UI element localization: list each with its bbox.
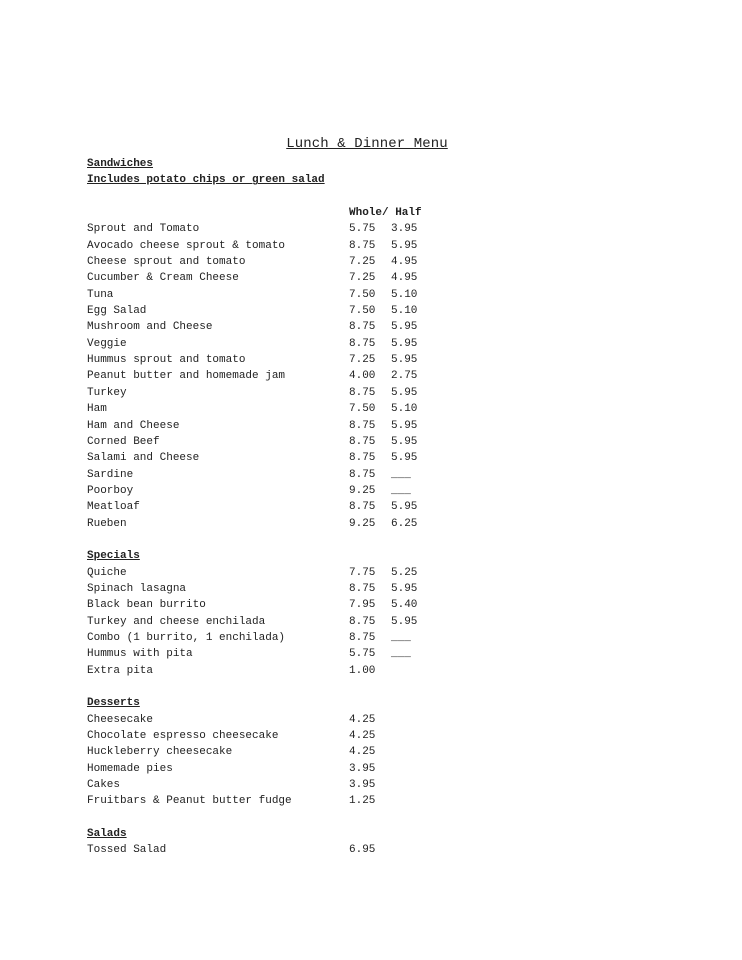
menu-item-price-whole: 8.75 — [349, 615, 376, 628]
menu-item-name: Spinach lasagna — [87, 582, 187, 595]
menu-item-price-half: 5.10 — [391, 403, 418, 416]
menu-item-price-half: ___ — [391, 484, 411, 497]
menu-item-row — [87, 270, 647, 286]
menu-item-name: Hummus sprout and tomato — [87, 354, 246, 367]
menu-item-name: Tuna — [87, 288, 114, 301]
menu-content — [87, 156, 647, 859]
menu-item-price-whole: 8.75 — [349, 386, 376, 399]
menu-item-name: Avocado cheese sprout & tomato — [87, 239, 286, 252]
menu-item-price-half: 3.95 — [391, 223, 418, 236]
menu-item-price-whole: 7.50 — [349, 403, 376, 416]
menu-item-price-half: 5.10 — [391, 305, 418, 318]
menu-item-name: Salami and Cheese — [87, 452, 200, 465]
menu-item-price-half: 5.40 — [391, 599, 418, 612]
menu-item-price-whole: 4.25 — [349, 730, 376, 743]
menu-item-name: Mushroom and Cheese — [87, 321, 213, 334]
sandwiches-list — [87, 221, 647, 532]
menu-item-price-half: 2.75 — [391, 370, 418, 383]
menu-item-price-whole: 7.75 — [349, 566, 376, 579]
menu-item-name: Meatloaf — [87, 501, 140, 514]
menu-item-name: Ham and Cheese — [87, 419, 180, 432]
menu-item-price-half: 5.95 — [391, 386, 418, 399]
menu-item-row — [87, 238, 647, 254]
menu-item-row — [87, 630, 647, 646]
spacer — [87, 532, 647, 548]
menu-item-name: Cucumber & Cream Cheese — [87, 272, 239, 285]
menu-item-price-whole: 8.75 — [349, 337, 376, 350]
menu-item-price-whole: 7.50 — [349, 288, 376, 301]
menu-item-price-whole: 5.75 — [349, 648, 376, 661]
menu-item-name: Sprout and Tomato — [87, 223, 200, 236]
menu-item-price-whole: 3.95 — [349, 779, 376, 792]
menu-item-price-whole: 1.25 — [349, 795, 376, 808]
menu-item-name: Sardine — [87, 468, 134, 481]
menu-item-price-whole: 5.75 — [349, 223, 376, 236]
menu-item-price-whole: 7.95 — [349, 599, 376, 612]
menu-item-row — [87, 516, 647, 532]
menu-title: Lunch & Dinner Menu — [286, 136, 448, 152]
menu-item-price-whole: 8.75 — [349, 631, 376, 644]
spacer — [87, 810, 647, 826]
menu-item-row — [87, 434, 647, 450]
menu-item-row — [87, 401, 647, 417]
menu-item-price-half: 5.95 — [391, 501, 418, 514]
menu-item-price-whole: 8.75 — [349, 435, 376, 448]
menu-item-price-half: 5.95 — [391, 419, 418, 432]
menu-item-name: Poorboy — [87, 484, 134, 497]
menu-item-name: Ham — [87, 403, 107, 416]
menu-item-row — [87, 483, 647, 499]
menu-item-name: Combo (1 burrito, 1 enchilada) — [87, 631, 286, 644]
menu-item-row — [87, 450, 647, 466]
menu-item-row — [87, 336, 647, 352]
menu-item-row — [87, 418, 647, 434]
menu-item-name: Peanut butter and homemade jam — [87, 370, 286, 383]
menu-item-price-whole: 4.25 — [349, 713, 376, 726]
price-column-header: Whole/ Half — [349, 207, 422, 220]
spacer — [87, 189, 647, 205]
menu-item-row — [87, 319, 647, 335]
menu-item-price-whole: 4.25 — [349, 746, 376, 759]
menu-item-price-half: 5.95 — [391, 337, 418, 350]
menu-item-price-half: 5.95 — [391, 615, 418, 628]
menu-item-price-whole: 1.00 — [349, 664, 376, 677]
menu-item-row — [87, 842, 647, 858]
menu-item-row — [87, 597, 647, 613]
menu-item-name: Cheese sprout and tomato — [87, 256, 246, 269]
menu-item-price-whole: 8.75 — [349, 582, 376, 595]
menu-item-name: Rueben — [87, 517, 127, 530]
section-subheading-sandwiches: Includes potato chips or green salad — [87, 174, 325, 187]
menu-item-row — [87, 352, 647, 368]
desserts-list — [87, 712, 647, 810]
section-heading-salads: Salads — [87, 828, 127, 841]
menu-item-price-whole: 8.75 — [349, 501, 376, 514]
section-heading-specials: Specials — [87, 550, 140, 563]
menu-item-price-whole: 7.50 — [349, 305, 376, 318]
menu-item-price-half: 5.95 — [391, 239, 418, 252]
salads-list — [87, 842, 647, 858]
menu-item-row — [87, 777, 647, 793]
menu-item-name: Quiche — [87, 566, 127, 579]
menu-item-row — [87, 728, 647, 744]
menu-item-price-whole: 6.95 — [349, 844, 376, 857]
menu-item-row — [87, 303, 647, 319]
menu-item-row — [87, 646, 647, 662]
menu-item-price-half: 5.95 — [391, 435, 418, 448]
menu-item-price-half: 5.95 — [391, 354, 418, 367]
menu-item-row — [87, 254, 647, 270]
menu-item-price-whole: 7.25 — [349, 354, 376, 367]
price-column-header-row — [87, 205, 647, 221]
menu-item-name: Turkey — [87, 386, 127, 399]
menu-item-row — [87, 761, 647, 777]
menu-item-name: Extra pita — [87, 664, 154, 677]
menu-item-price-half: ___ — [391, 648, 411, 661]
menu-item-name: Homemade pies — [87, 762, 173, 775]
menu-item-price-whole: 7.25 — [349, 272, 376, 285]
menu-item-price-whole: 8.75 — [349, 468, 376, 481]
menu-item-price-whole: 8.75 — [349, 419, 376, 432]
menu-item-price-whole: 9.25 — [349, 517, 376, 530]
menu-item-price-whole: 7.25 — [349, 256, 376, 269]
menu-item-name: Huckleberry cheesecake — [87, 746, 233, 759]
menu-item-price-half: 5.10 — [391, 288, 418, 301]
menu-item-price-half: 4.95 — [391, 256, 418, 269]
menu-item-name: Cheesecake — [87, 713, 154, 726]
menu-item-price-half: ___ — [391, 468, 411, 481]
menu-item-name: Chocolate espresso cheesecake — [87, 730, 279, 743]
menu-item-name: Fruitbars & Peanut butter fudge — [87, 795, 292, 808]
menu-item-row — [87, 793, 647, 809]
menu-item-price-half: 5.95 — [391, 452, 418, 465]
menu-item-row — [87, 221, 647, 237]
menu-item-row — [87, 744, 647, 760]
menu-item-row — [87, 499, 647, 515]
menu-item-price-whole: 9.25 — [349, 484, 376, 497]
menu-item-price-half: 4.95 — [391, 272, 418, 285]
menu-item-row — [87, 467, 647, 483]
menu-item-row — [87, 663, 647, 679]
menu-item-row — [87, 614, 647, 630]
menu-item-price-half: 5.95 — [391, 582, 418, 595]
menu-item-row — [87, 287, 647, 303]
menu-item-price-half: 5.95 — [391, 321, 418, 334]
menu-item-price-half: 5.25 — [391, 566, 418, 579]
menu-item-name: Black bean burrito — [87, 599, 206, 612]
specials-list — [87, 565, 647, 679]
menu-item-price-half: 6.25 — [391, 517, 418, 530]
menu-item-name: Hummus with pita — [87, 648, 193, 661]
menu-item-price-whole: 8.75 — [349, 452, 376, 465]
menu-item-price-whole: 8.75 — [349, 321, 376, 334]
menu-item-price-half: ___ — [391, 631, 411, 644]
menu-item-row — [87, 385, 647, 401]
menu-item-price-whole: 3.95 — [349, 762, 376, 775]
menu-item-name: Veggie — [87, 337, 127, 350]
menu-item-price-whole: 8.75 — [349, 239, 376, 252]
menu-item-row — [87, 565, 647, 581]
menu-item-name: Corned Beef — [87, 435, 160, 448]
menu-item-name: Turkey and cheese enchilada — [87, 615, 266, 628]
menu-item-name: Cakes — [87, 779, 121, 792]
menu-item-price-whole: 4.00 — [349, 370, 376, 383]
menu-item-row — [87, 581, 647, 597]
menu-item-name: Tossed Salad — [87, 844, 167, 857]
menu-item-row — [87, 712, 647, 728]
section-heading-sandwiches: Sandwiches — [87, 158, 154, 170]
menu-item-row — [87, 368, 647, 384]
menu-item-name: Egg Salad — [87, 305, 147, 318]
section-heading-desserts: Desserts — [87, 697, 140, 710]
spacer — [87, 679, 647, 695]
